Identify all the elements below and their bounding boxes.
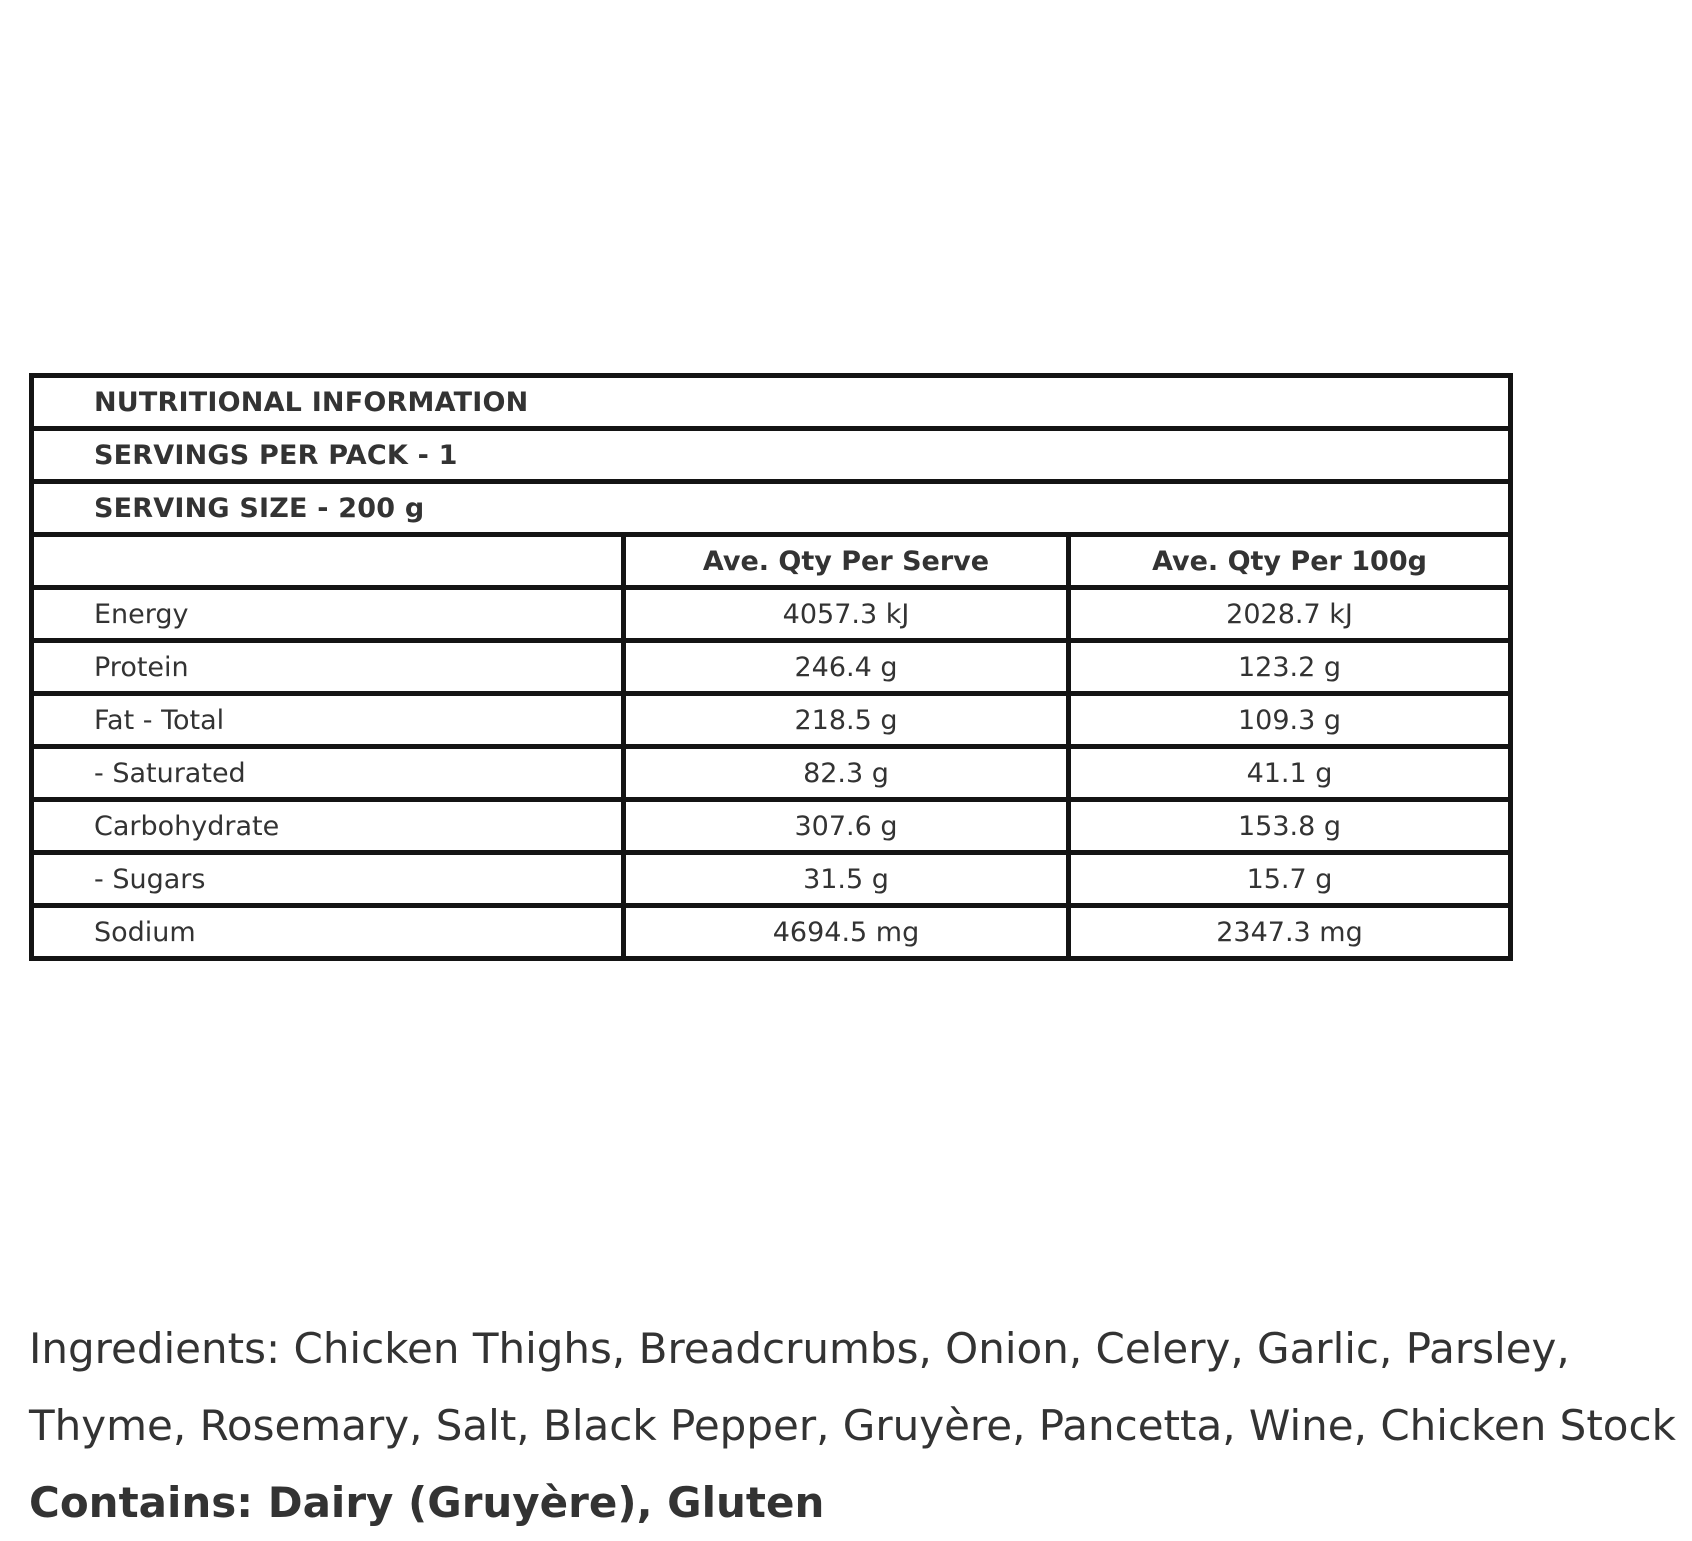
- per-100g-value: 109.3 g: [1237, 704, 1342, 736]
- per-serve-value: 31.5 g: [626, 855, 1071, 903]
- serving-size-row: [34, 479, 1508, 532]
- per-serve-value: 218.5 g: [626, 696, 1071, 744]
- nutrition-panel: [29, 373, 1513, 961]
- table-row: [34, 850, 1508, 903]
- panel-title-row: [34, 378, 1508, 426]
- table-row: [34, 585, 1508, 638]
- servings-per-pack: SERVINGS PER PACK - 1: [94, 439, 458, 471]
- table-row: [34, 903, 1508, 956]
- per-100g-value: 2028.7 kJ: [1226, 598, 1353, 630]
- nutrient-name: - Saturated: [34, 749, 626, 797]
- serving-size: SERVING SIZE - 200 g: [94, 492, 425, 524]
- nutrient-name: Energy: [34, 590, 626, 638]
- ingredients-line-2: Thyme, Rosemary, Salt, Black Pepper, Gruyère, Pancetta, Wine, Chicken Stock: [29, 1401, 1676, 1450]
- per-serve-value: 246.4 g: [626, 643, 1071, 691]
- ingredients-line-1: Ingredients: Chicken Thighs, Breadcrumbs, Onion, Celery, Garlic, Parsley,: [29, 1324, 1570, 1373]
- table-row: [34, 744, 1508, 797]
- per-100g-value: 41.1 g: [1246, 757, 1333, 789]
- allergen-statement: Contains: Dairy (Gruyère), Gluten: [29, 1478, 825, 1527]
- per-serve-value: 307.6 g: [626, 802, 1071, 850]
- table-row: [34, 797, 1508, 850]
- per-serve-value: 4057.3 kJ: [626, 590, 1071, 638]
- column-header-nutrient: [34, 537, 626, 585]
- per-100g-value: 2347.3 mg: [1216, 916, 1363, 948]
- per-100g-value: 153.8 g: [1237, 810, 1342, 842]
- servings-per-pack-row: [34, 426, 1508, 479]
- column-header-per-100g: Ave. Qty Per 100g: [1152, 545, 1427, 577]
- table-row: [34, 638, 1508, 691]
- nutrient-name: - Sugars: [34, 855, 626, 903]
- nutrient-name: Protein: [34, 643, 626, 691]
- per-serve-value: 82.3 g: [626, 749, 1071, 797]
- per-100g-value: 123.2 g: [1237, 651, 1342, 683]
- ingredients-block: [29, 1310, 1689, 1541]
- nutrient-name: Sodium: [34, 908, 626, 956]
- column-header-row: [34, 532, 1508, 585]
- nutrient-name: Fat - Total: [34, 696, 626, 744]
- column-header-per-serve: Ave. Qty Per Serve: [626, 537, 1071, 585]
- per-serve-value: 4694.5 mg: [626, 908, 1071, 956]
- panel-title: NUTRITIONAL INFORMATION: [94, 386, 529, 418]
- nutrient-name: Carbohydrate: [34, 802, 626, 850]
- per-100g-value: 15.7 g: [1246, 863, 1333, 895]
- table-row: [34, 691, 1508, 744]
